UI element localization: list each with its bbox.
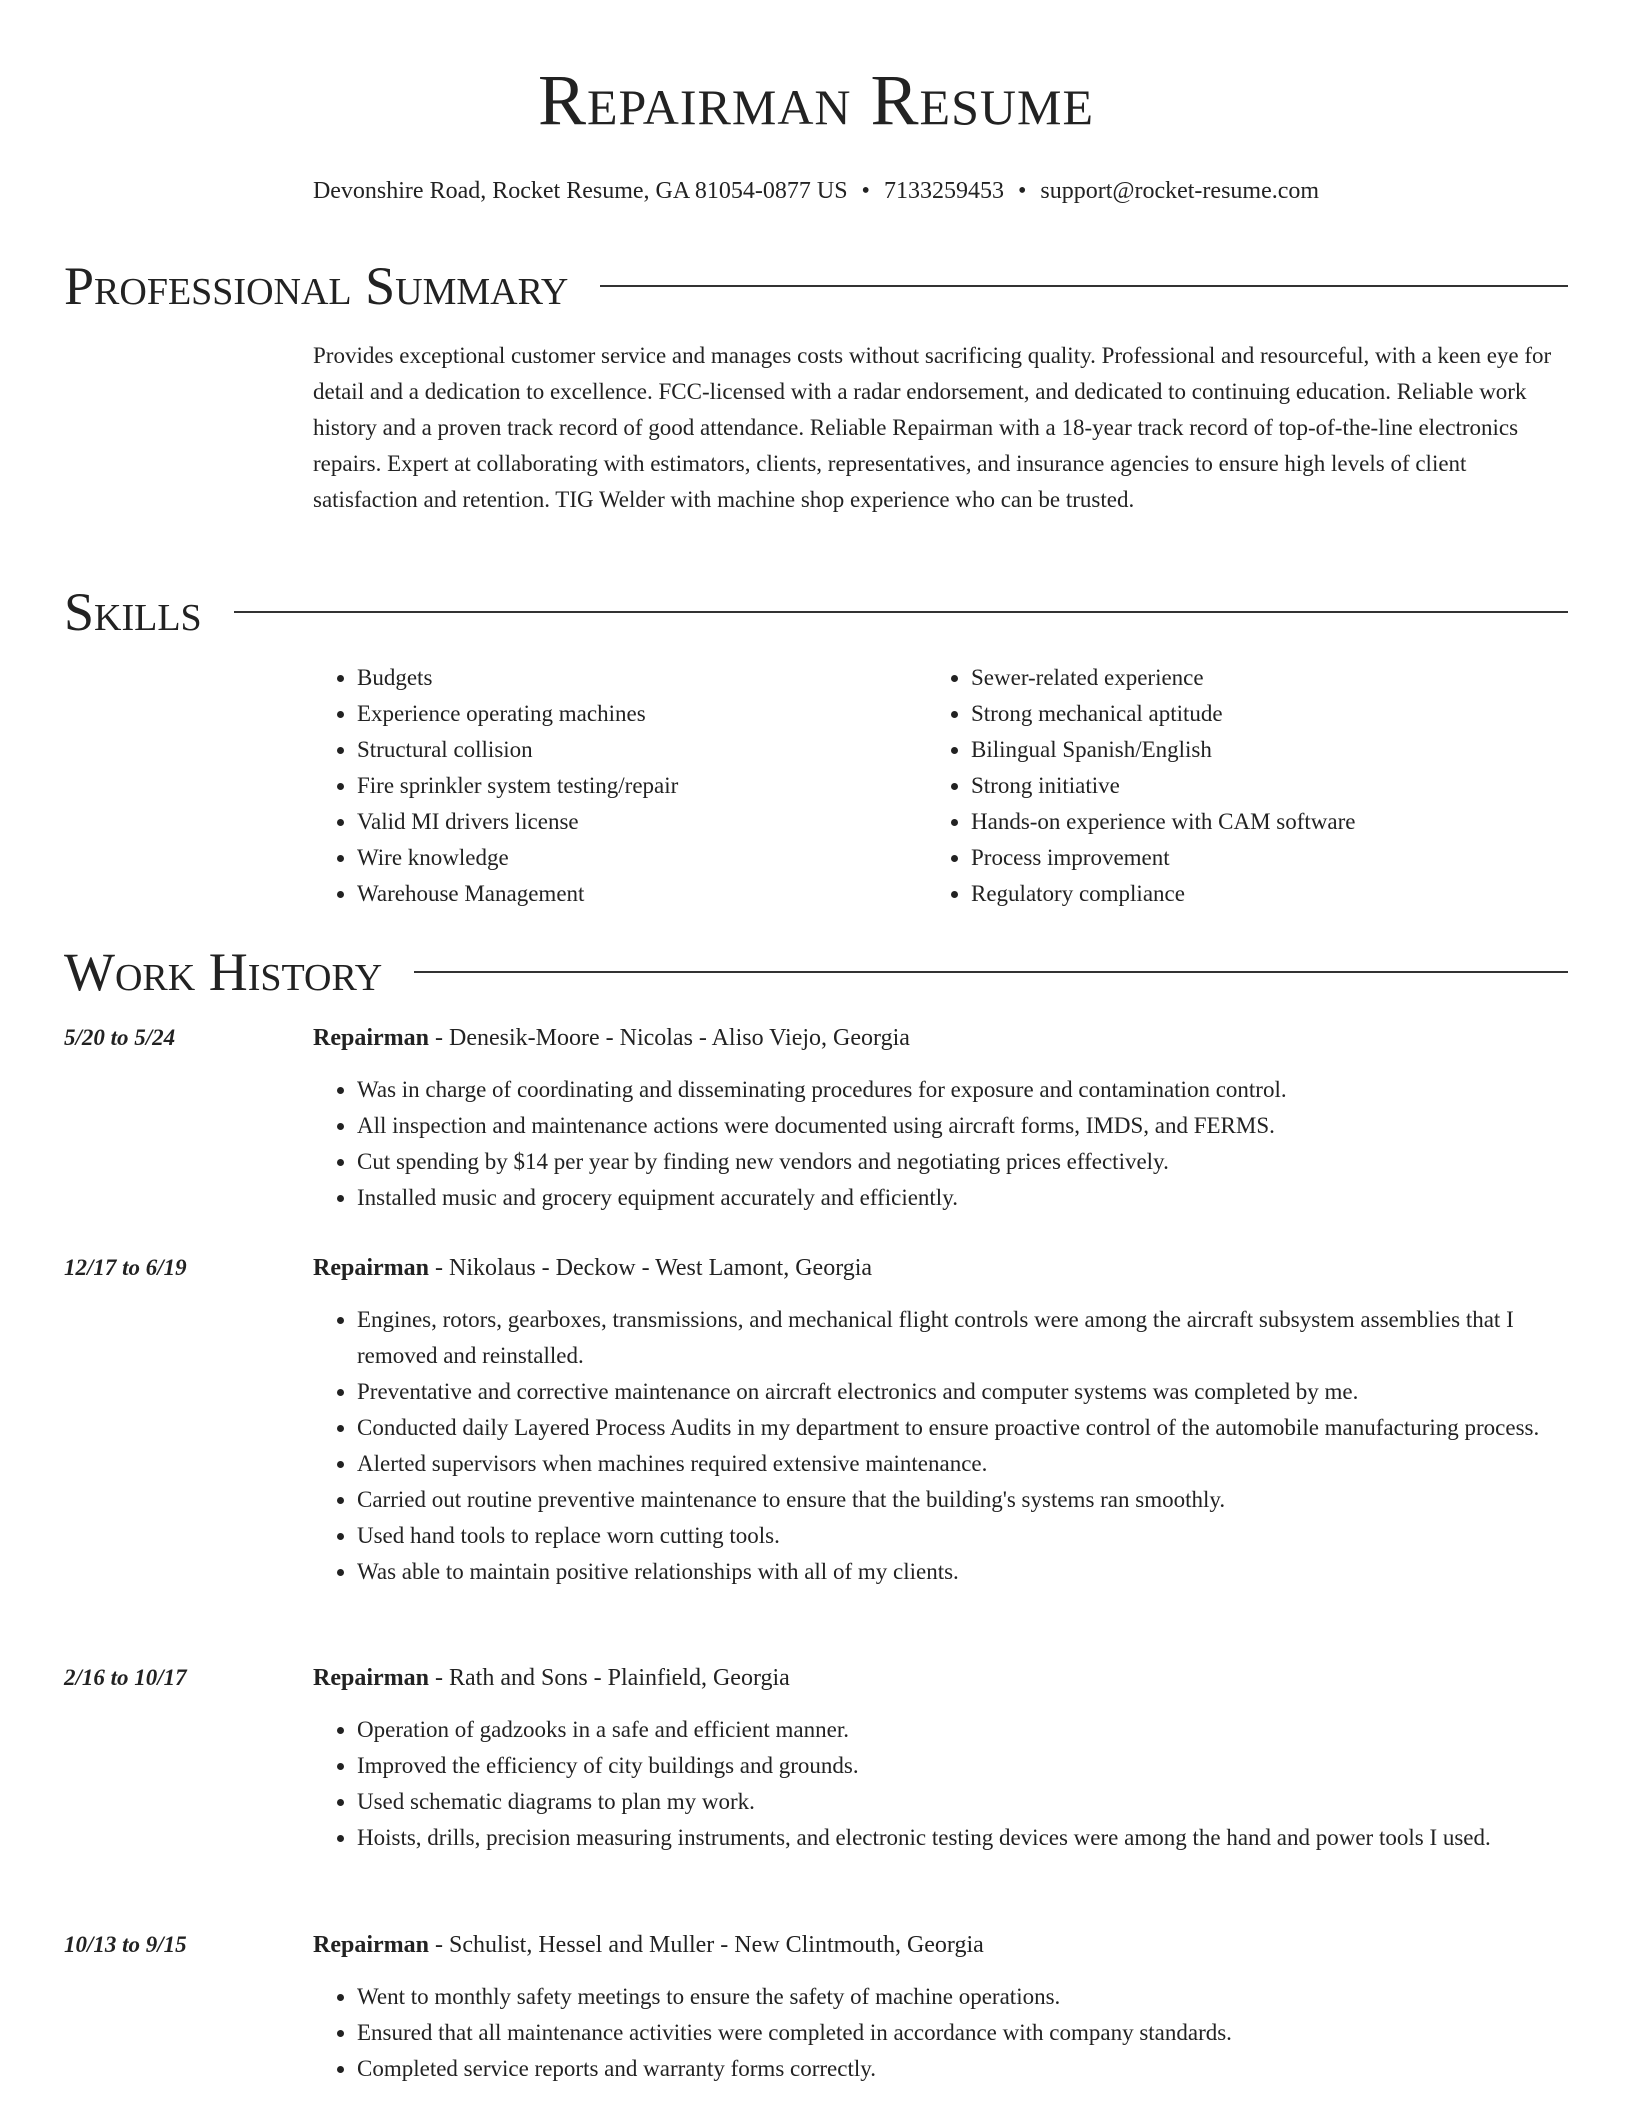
job-dates: 10/13 to 9/15 [64,1932,187,1957]
job-bullets [313,1712,1553,1856]
job-bullet: • Completed service reports and warranty forms correctly. [357,2051,1553,2087]
job-bullets [313,1979,1553,2087]
skill-item: • Regulatory compliance [971,876,1541,912]
summary-text: Provides exceptional customer service and manages costs without sacrificing quality. Professional and resourceful, with a keen eye for detail and a dedication to excellence. FCC-licensed with a radar endorsement, and dedicated to continuing education. Reliable work history and a proven track record of good attendance. Reliable Repairman with a 18-year track record of top-of-the-line electronics repairs. Expert at collaborating with estimators, clients, representatives, and insurance agencies to ensure high levels of client satisfaction and retention. TIG Welder with machine shop experience who can be trusted. [313,343,1552,512]
job-bullet: • Ensured that all maintenance activities were completed in accordance with company standards. [357,2015,1553,2051]
job-bullet: • Conducted daily Layered Process Audits in my department to ensure proactive control of the automobile manufacturing process. [357,1410,1553,1446]
job-details: - Nikolaus - Deckow - West Lamont, Georgia [429,1255,873,1281]
section-divider [600,285,1568,287]
skill-item: • Wire knowledge [357,840,927,876]
section-title: Professional Summary [64,256,569,316]
skill-item: • Valid MI drivers license [357,804,927,840]
section-title: Work History [64,942,383,1002]
job-bullet: • Alerted supervisors when machines required extensive maintenance. [357,1446,1553,1482]
job-headline [313,1020,910,1056]
job-dates: 5/20 to 5/24 [64,1025,176,1050]
job-details: - Denesik-Moore - Nicolas - Aliso Viejo, Georgia [429,1025,910,1051]
job-bullets [313,1072,1553,1216]
contact-address: Devonshire Road, Rocket Resume, GA 81054-0877 US [312,178,848,204]
job-bullet: • Installed music and grocery equipment accurately and efficiently. [357,1180,1553,1216]
skill-item: • Experience operating machines [357,696,927,732]
skill-item: • Fire sprinkler system testing/repair [357,768,927,804]
skill-item: • Bilingual Spanish/English [971,732,1541,768]
job-details: - Schulist, Hessel and Muller - New Clintmouth, Georgia [429,1932,984,1958]
job-role: Repairman [313,1255,429,1281]
job-dates: 12/17 to 6/19 [64,1255,187,1280]
job-bullet: • Used hand tools to replace worn cutting tools. [357,1518,1553,1554]
section-work-history [64,942,1568,1002]
job-bullet: • Carried out routine preventive maintenance to ensure that the building's systems ran smoothly. [357,1482,1553,1518]
skill-item: • Budgets [357,660,927,696]
job-bullet: • Preventative and corrective maintenance on aircraft electronics and computer systems was completed by me. [357,1374,1553,1410]
section-skills [64,582,1568,642]
job-bullet: • Was in charge of coordinating and disseminating procedures for exposure and contamination control. [357,1072,1553,1108]
job-headline [313,1250,872,1286]
job-bullet: • Cut spending by $14 per year by finding new vendors and negotiating prices effectively. [357,1144,1553,1180]
section-divider [234,611,1568,613]
job-bullet: • Improved the efficiency of city buildings and grounds. [357,1748,1553,1784]
skill-item: • Strong initiative [971,768,1541,804]
skill-item: • Strong mechanical aptitude [971,696,1541,732]
job-role: Repairman [313,1025,429,1051]
skills-column-left [313,660,927,912]
resume-title: Repairman Resume [537,60,1095,140]
job-role: Repairman [313,1932,429,1958]
job-role: Repairman [313,1665,429,1691]
job-details: - Rath and Sons - Plainfield, Georgia [429,1665,790,1691]
job-bullet: • Engines, rotors, gearboxes, transmissions, and mechanical flight controls were among the aircraft subsystem assemblies that I removed and reinstalled. [357,1302,1553,1374]
contact-email: support@rocket-resume.com [1040,178,1320,204]
job-headline [313,1927,984,1963]
skill-item: • Sewer-related experience [971,660,1541,696]
skill-item: • Hands-on experience with CAM software [971,804,1541,840]
job-dates: 2/16 to 10/17 [64,1665,187,1690]
contact-phone: 7133259453 [883,178,1004,204]
job-headline [313,1660,790,1696]
job-bullet: • Used schematic diagrams to plan my work. [357,1784,1553,1820]
contact-line [0,176,1632,206]
skill-item: • Structural collision [357,732,927,768]
section-title: Skills [64,582,202,642]
contact-separator: • [861,178,870,204]
job-bullets [313,1302,1553,1590]
job-bullet: • Hoists, drills, precision measuring instruments, and electronic testing devices were among the hand and power tools I used. [357,1820,1553,1856]
job-bullet: • All inspection and maintenance actions were documented using aircraft forms, IMDS, and FERMS. [357,1108,1553,1144]
skills-list [313,660,1553,912]
contact-separator: • [1017,178,1027,204]
job-bullet: • Went to monthly safety meetings to ensure the safety of machine operations. [357,1979,1553,2015]
section-divider [414,971,1568,973]
skills-column-right [927,660,1541,912]
job-bullet: • Operation of gadzooks in a safe and efficient manner. [357,1712,1553,1748]
skill-item: • Process improvement [971,840,1541,876]
skill-item: • Warehouse Management [357,876,927,912]
section-professional-summary [64,256,1568,316]
job-bullet: • Was able to maintain positive relationships with all of my clients. [357,1554,1553,1590]
